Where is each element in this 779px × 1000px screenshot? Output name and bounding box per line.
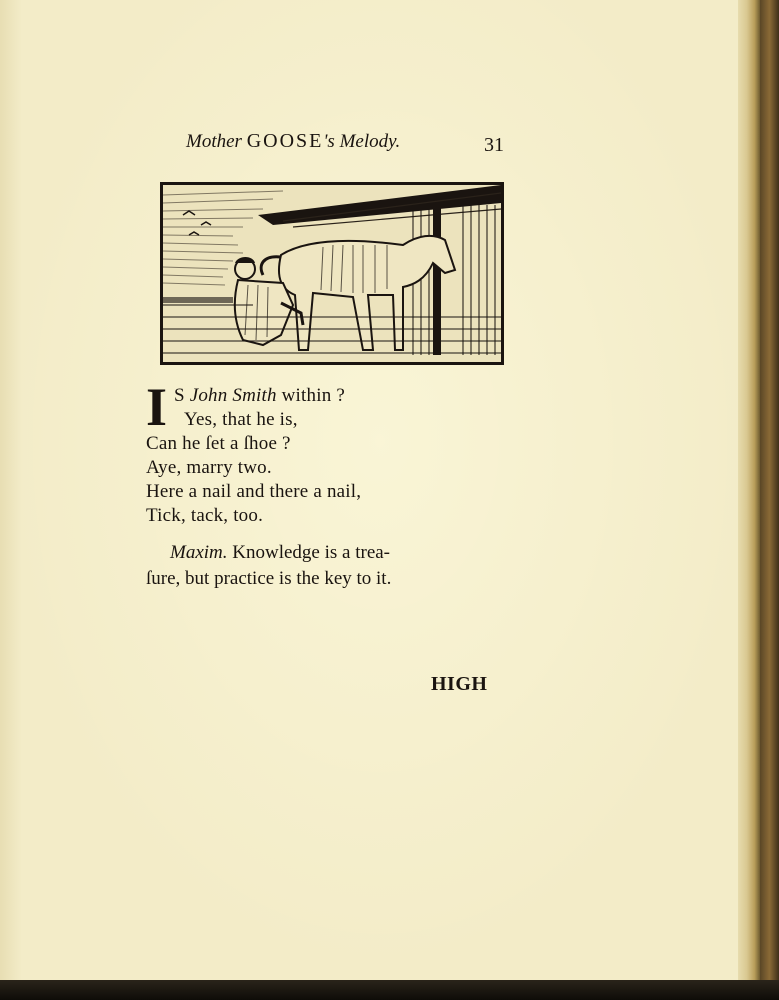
running-head-italic-2: 's Melody. <box>323 131 401 152</box>
running-head <box>186 130 506 160</box>
woodcut-blacksmith-shoeing-horse-icon <box>163 185 501 362</box>
maxim-line-2: ſure, but practice is the key to it. <box>146 568 392 589</box>
poem-line-1-start: S <box>174 385 190 406</box>
maxim-label: Maxim. <box>170 542 228 563</box>
maxim-text-1: Knowledge is a trea- <box>227 542 391 563</box>
catchword: HIGH <box>431 673 488 695</box>
poem-name: John Smith <box>189 385 277 406</box>
maxim-line-1 <box>146 540 516 566</box>
poem-line-1-end: within ? <box>276 385 345 406</box>
running-head-italic: Mother <box>186 131 242 152</box>
poem-line-4: Aye, marry two. <box>146 457 272 478</box>
maxim <box>146 540 516 592</box>
scan-bottom-border <box>0 980 779 1000</box>
drop-cap: I <box>146 377 168 437</box>
poem-line-3: Can he ſet a ſhoe ? <box>146 433 291 454</box>
poem-line-6: Tick, tack, too. <box>146 505 264 526</box>
page-number: 31 <box>484 134 504 156</box>
book-cover-edge <box>760 0 779 1000</box>
poem-line-1 <box>174 384 345 408</box>
running-head-caps: GOOSE <box>246 130 324 152</box>
poem-line-5: Here a nail and there a nail, <box>146 481 362 502</box>
poem-line-2: Yes, that he is, <box>184 409 298 430</box>
woodcut-illustration <box>160 182 504 365</box>
page-edge <box>738 0 760 980</box>
